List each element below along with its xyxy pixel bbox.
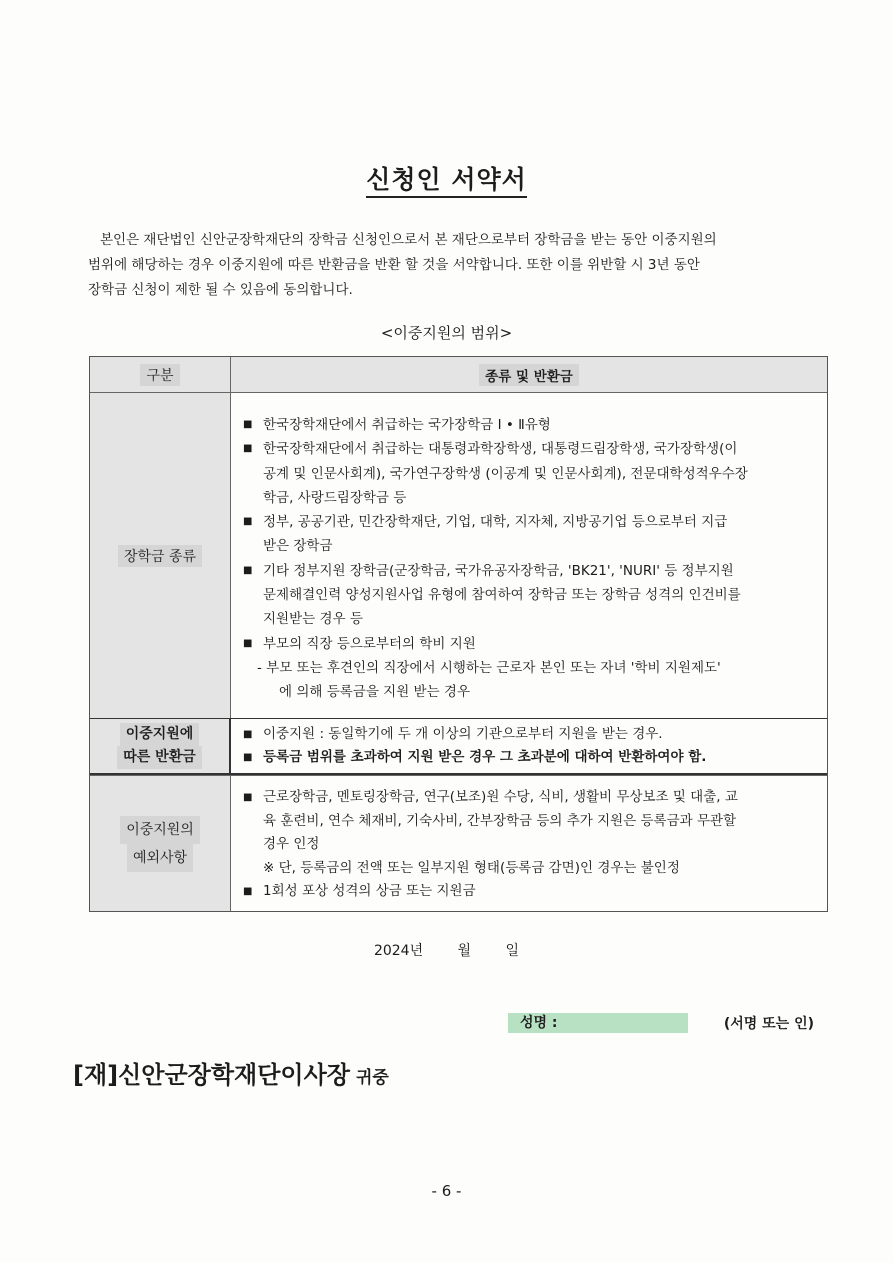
row-content bbox=[231, 719, 827, 775]
row-label: 이중지원의 bbox=[120, 816, 200, 844]
scope-title: <이중지원의 범위> bbox=[380, 324, 513, 342]
list-item-text: 경우 인정 bbox=[263, 836, 320, 852]
row-label: 장학금 종류 bbox=[118, 545, 202, 567]
list-item bbox=[241, 786, 817, 857]
signature-hint: (서명 또는 인) bbox=[723, 1016, 814, 1032]
table-row-scholarship-types bbox=[90, 392, 827, 718]
intro-line: 장학금 신청이 제한 될 수 있음에 동의합니다. bbox=[88, 282, 353, 298]
list-item bbox=[241, 437, 817, 510]
table-row-exceptions bbox=[90, 775, 827, 911]
list-item bbox=[241, 559, 817, 632]
signature-line bbox=[508, 1012, 814, 1034]
list-item-text: 학금, 사랑드림장학금 등 bbox=[263, 489, 407, 506]
list-item: ■ 부모의 직장 등으로부터의 학비 지원 bbox=[241, 632, 817, 656]
list-item bbox=[241, 510, 817, 559]
sub-item bbox=[241, 656, 817, 705]
list-item-text: 받은 장학금 bbox=[263, 538, 333, 555]
header-types-label: 종류 및 반환금 bbox=[479, 364, 579, 386]
date-year: 2024년 bbox=[373, 943, 424, 959]
list-item-text: 지원받는 경우 등 bbox=[263, 611, 363, 628]
addressee-suffix: 귀중 bbox=[355, 1068, 389, 1088]
list-item-text: 공계 및 인문사회계), 국가연구장학생 (이공계 및 인문사회계), 전문대학성적우수장 bbox=[263, 465, 748, 482]
signature-field[interactable]: 성명 : bbox=[508, 1013, 688, 1033]
header-types bbox=[231, 357, 827, 392]
table-row-refund bbox=[90, 718, 827, 775]
intro-line: 범위에 해당하는 경우 이중지원에 따른 반환금을 반환 할 것을 서약합니다. 또한 이를 위반할 시 3년 동안 bbox=[88, 257, 700, 273]
list-item-text: 근로장학금, 멘토링장학금, 연구(보조)원 수당, 식비, 생활비 무상보조 및 대출, 교 bbox=[263, 789, 738, 805]
sub-item-text: 에 의해 등록금을 지원 받는 경우 bbox=[279, 684, 470, 701]
list-item-text: 한국장학재단에서 취급하는 대통령과학장학생, 대통령드림장학생, 국가장학생(이 bbox=[263, 441, 738, 458]
row-label: 따른 반환금 bbox=[117, 746, 202, 769]
addressee-name: [재]신안군장학재단이사장 bbox=[73, 1061, 350, 1089]
row-label: 이중지원에 bbox=[120, 723, 200, 746]
list-item-text: 정부, 공공기관, 민간장학재단, 기업, 대학, 지자체, 지방공기업 등으로부터 지급 bbox=[263, 514, 728, 531]
header-category bbox=[90, 357, 231, 392]
double-support-table bbox=[89, 356, 828, 912]
intro-line: 본인은 재단법인 신안군장학재단의 장학금 신청인으로서 본 재단으로부터 장학금을 받는 동안 이중지원의 bbox=[100, 232, 717, 248]
table-header-row bbox=[90, 357, 827, 392]
list-item: ■ 이중지원 : 동일학기에 두 개 이상의 기관으로부터 지원을 받는 경우. bbox=[241, 723, 817, 746]
row-label-cell bbox=[90, 776, 231, 911]
date-day: 일 bbox=[505, 943, 520, 959]
intro-paragraph bbox=[88, 228, 830, 303]
list-item: ■ 등록금 범위를 초과하여 지원 받은 경우 그 초과분에 대하여 반환하여야 함. bbox=[241, 746, 817, 769]
list-item-text: 기타 정부지원 장학금(군장학금, 국가유공자장학금, 'BK21', 'NURI' 등 정부지원 bbox=[263, 562, 734, 579]
row-label-cell bbox=[90, 719, 231, 775]
row-label: 예외사항 bbox=[127, 844, 193, 872]
date-month: 월 bbox=[457, 943, 472, 959]
document-title bbox=[0, 160, 893, 196]
row-content bbox=[231, 393, 827, 718]
sub-item-text: - 부모 또는 후견인의 직장에서 시행하는 근로자 본인 또는 자녀 '학비 지원제도' bbox=[257, 659, 721, 676]
addressee bbox=[73, 1055, 389, 1090]
title-text: 신청인 서약서 bbox=[366, 165, 527, 198]
note-item: ※ 단, 등록금의 전액 또는 일부지원 형태(등록금 감면)인 경우는 불인정 bbox=[263, 859, 680, 876]
page-number: - 6 - bbox=[431, 1182, 462, 1200]
list-item-text: 문제해결인력 양성지원사업 유형에 참여하여 장학금 또는 장학금 성격의 인건비를 bbox=[263, 587, 741, 604]
row-content bbox=[231, 776, 827, 911]
row-label-cell bbox=[90, 393, 231, 718]
list-item: ■ 한국장학재단에서 취급하는 국가장학금 Ⅰ • Ⅱ유형 bbox=[241, 413, 817, 437]
header-category-label: 구분 bbox=[140, 364, 179, 386]
list-item: ■ 1회성 포상 성격의 상금 또는 지원금 bbox=[241, 880, 817, 904]
date-line bbox=[0, 940, 893, 960]
list-item-text: 육 훈련비, 연수 체재비, 기숙사비, 간부장학금 등의 추가 지원은 등록금과 무관할 bbox=[263, 812, 737, 829]
